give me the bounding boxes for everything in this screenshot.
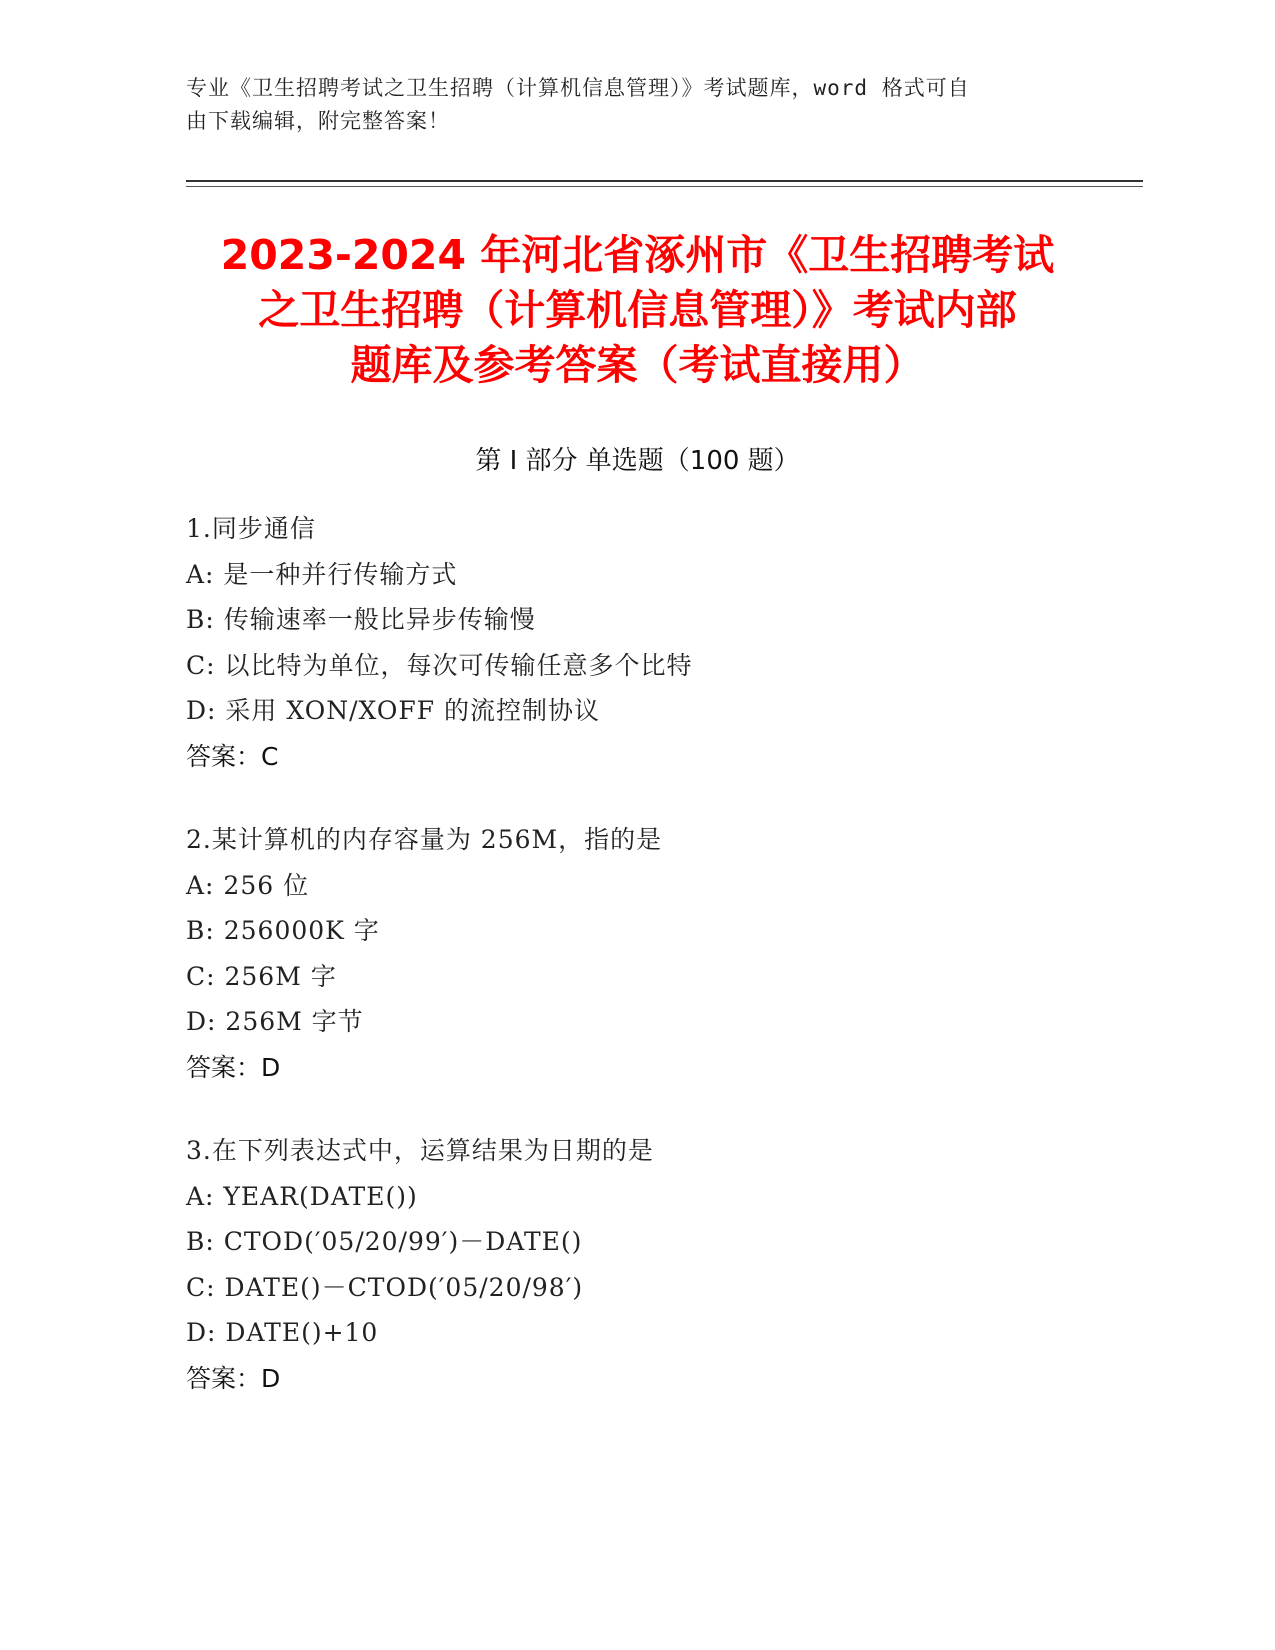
header-note-line-1: 专业《卫生招聘考试之卫生招聘（计算机信息管理）》考试题库，word 格式可自 bbox=[186, 76, 970, 100]
question-1 bbox=[186, 506, 1086, 779]
question-2 bbox=[186, 817, 1086, 1090]
option-c: C: 以比特为单位，每次可传输任意多个比特 bbox=[186, 650, 693, 680]
option-d: D: 256M 字节 bbox=[186, 1007, 364, 1036]
option-d: D: 采用 XON/XOFF 的流控制协议 bbox=[186, 696, 601, 725]
option-a: A: 是一种并行传输方式 bbox=[186, 559, 458, 589]
title-line-3: 题库及参考答案（考试直接用） bbox=[350, 341, 925, 389]
answer: 答案：C bbox=[186, 741, 279, 771]
divider-thick bbox=[186, 180, 1143, 182]
answer: 答案：D bbox=[186, 1363, 281, 1393]
title-line-1: 2023-2024 年河北省涿州市《卫生招聘考试 bbox=[220, 231, 1055, 279]
option-c: C: DATE()－CTOD(′05/20/98′) bbox=[186, 1272, 584, 1302]
divider-thin bbox=[186, 186, 1143, 187]
header-note bbox=[186, 72, 1086, 138]
option-b: B: 传输速率一般比异步传输慢 bbox=[186, 605, 536, 634]
option-a: A: 256 位 bbox=[186, 870, 310, 900]
question-stem: 2.某计算机的内存容量为 256M，指的是 bbox=[186, 825, 663, 854]
header-note-line-2: 由下载编辑，附完整答案！ bbox=[186, 109, 450, 133]
document-title bbox=[180, 228, 1095, 393]
question-stem: 3.在下列表达式中，运算结果为日期的是 bbox=[186, 1136, 654, 1165]
title-line-2: 之卫生招聘（计算机信息管理）》考试内部 bbox=[258, 286, 1017, 334]
option-c: C: 256M 字 bbox=[186, 961, 337, 991]
option-d: D: DATE()+10 bbox=[186, 1318, 379, 1347]
question-stem: 1.同步通信 bbox=[186, 514, 316, 543]
answer: 答案：D bbox=[186, 1052, 281, 1082]
section-title: 第 I 部分 单选题（100 题） bbox=[475, 446, 800, 476]
option-b: B: 256000K 字 bbox=[186, 916, 380, 945]
question-3 bbox=[186, 1128, 1086, 1401]
option-a: A: YEAR(DATE()) bbox=[186, 1181, 418, 1211]
option-b: B: CTOD(′05/20/99′)－DATE() bbox=[186, 1227, 583, 1256]
